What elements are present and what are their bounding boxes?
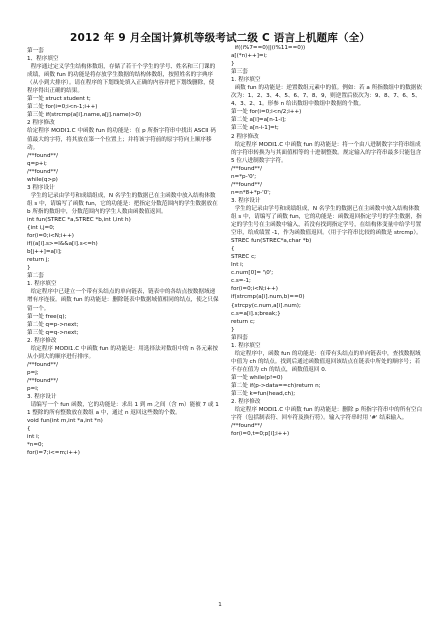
text-line: a[(*n)++]=i; xyxy=(231,53,267,60)
text-line: 2 程序修改 xyxy=(231,133,259,140)
text-line: 3. 程序设计 xyxy=(231,197,261,204)
text-line: void fun(int m,int *a,int *n) xyxy=(27,418,103,425)
text-line: 给定程序 MODI1.C 中函数 fun 的功能是：在 p 所指字符串中找出 ASCII 码值最大的字符，将其放在第一个位置上；并将该字符前的原字符向上顺序移动。 xyxy=(27,128,216,151)
text-line: 1. 程序填空 xyxy=(27,281,57,288)
page-number: 1 xyxy=(218,602,222,608)
text-line: 3 程序设计 xyxy=(27,184,55,191)
text-line: 第二处 q=p->next; xyxy=(27,321,79,328)
text-line: {strcpy(c.num,a[i].num); xyxy=(231,302,301,309)
text-line: 函数 fun 的功能是：逆置数组元素中的值。例如：若 a 所指数组中的数据依次为：1、2、3、4、5、6、7、8、9，则逆置后依次为：9、8、7、6、5、4、3、2、1。形参 n 给出数组中数组中数据的个数。 xyxy=(231,85,422,108)
text-line: 1. 程序填空 xyxy=(231,342,261,349)
text-line: 2. 程序修改 xyxy=(231,399,261,406)
text-line: Int i; xyxy=(231,262,244,269)
text-line: 第三处 if(strcmp(a[i].name,a[j].name)>0) xyxy=(27,112,142,119)
text-line: } xyxy=(231,61,235,68)
text-line: c.s=a[i].s;break;} xyxy=(231,310,281,317)
text-line: 给定程序中，函数 fun 的功能是：在带有头结点的单向链表中，查找数据域中值为 ch 的结点。找到后通过函数值返回该结点在链表中所处的顺序号；若不存在值为 ch 的结点，函数值返回 0. xyxy=(231,350,421,373)
text-line: 给定程序 MODI1.C 中函数 fun 的功能是：删除 p 所指字符串中的所有空白字符（包括制表符、回车符及换行符）。输入字符串时用 '#' 结束输入。 xyxy=(231,407,423,422)
text-line: 第一处 while(p!=0) xyxy=(231,374,283,381)
text-line: 给定程序中已建立一个带有头结点的单向链表，链表中的各结点按数据域递增有序连接。函数 fun 的功能是：删除链表中数据域值相同的结点，使之只保留一个。 xyxy=(27,289,219,312)
text-line: 第一处 free(q); xyxy=(27,313,67,320)
text-line: 第四套 xyxy=(231,334,248,341)
text-line: if((a[i].s>=l&&a[i].s<=h) xyxy=(27,241,98,248)
text-line: int i; xyxy=(27,434,40,441)
text-line: 3. 程序设计 xyxy=(27,394,57,401)
text-line: *n=0; xyxy=(27,442,44,449)
text-line: { xyxy=(27,426,31,433)
text-line: int fun(STREC *a,STREC *b,int l,int h) xyxy=(27,216,131,223)
page-title: 2012 年 9 月全国计算机等级考试二级 C 语言上机题库（全） xyxy=(69,32,371,44)
text-line: 第三处 a[n-i-1]=t; xyxy=(231,125,279,132)
text-line: 给定程序 MODI1.C 中函数 fun 的功能是：将一个由八进制数字字符串组成的字符串转换为与其面值相等的十进制整数。规定输入的字符串最多只能包含 5 位八进制数字字符。 xyxy=(231,141,423,164)
text-line: } xyxy=(27,265,31,272)
text-line: 第一处 struct student t; xyxy=(27,96,91,103)
text-line: 第二处 a[i]=a[n-1-i]; xyxy=(231,117,286,124)
text-line: 学生的记录由学号和成绩组成，N 名学生的数据已在主函数中放入结构体数组 s 中，请编写了函数 fun，它的功能是：把指定分数范围内的学生数据放在 b 所指的数组中，分数范围内的学生人数由函数值返回。 xyxy=(27,192,220,215)
text-line: /**found**/ xyxy=(231,165,262,172)
text-line: 第三处 q=q->next; xyxy=(27,329,79,336)
text-line: n=n*8+*p-'0'; xyxy=(231,189,271,196)
text-line: if((i%7==0)||(i%11==0)) xyxy=(231,45,306,51)
text-line: 2. 程序修改 xyxy=(27,337,57,344)
text-line: /**found**/ xyxy=(231,181,262,188)
text-line: 2 程序修改 xyxy=(27,120,55,127)
text-line: 第二处 for(i=0;i<n-1;i++) xyxy=(27,104,98,111)
text-line: 1、程序填空 xyxy=(27,56,59,63)
text-line: { xyxy=(231,246,235,253)
right-column xyxy=(231,44,423,610)
text-line: n=*p-'0'; xyxy=(231,173,257,180)
text-line: 第二处 if(p->data==ch)return n; xyxy=(231,382,321,389)
text-line: 第三处 k=fun(head,ch); xyxy=(231,391,296,398)
text-line: while(q>p) xyxy=(27,176,58,183)
text-line: 学生的记录由学号和成绩组成，N 名学生的数据已在主函数中放入结构体数组 s 中，请编写了函数 fun，它的功能是：函数返回指定学号的学生数据，指定的学生号在主函数中输入，若没有找到指定学号，在结构体变量中给学号置空串，给成绩置 -1，作为函数值返回。（用于字符串比较的函数是 strcmp）。 xyxy=(231,205,422,237)
text-line: STREC c; xyxy=(231,254,257,261)
text-line: /**found**/ xyxy=(231,423,262,430)
text-line: {int i,j=0; xyxy=(27,225,55,232)
text-line: 请编写一个 fun 函数，它的功能是：求出 1 到 m 之间（含 m）能被 7 或 11 整除的所有整数放在数组 a 中，通过 n 返回这些数的个数。 xyxy=(27,402,219,417)
text-line: /**found**/ xyxy=(27,377,58,384)
text-line: 第一套 xyxy=(27,48,44,54)
text-line: /**found**/ xyxy=(27,152,58,159)
text-line: /**found**/ xyxy=(27,361,58,368)
text-line: c.s=-1; xyxy=(231,278,251,285)
text-line: return j; xyxy=(27,257,50,264)
text-line: } xyxy=(231,326,235,333)
text-line: return c; xyxy=(231,318,255,325)
text-line: 第一处 for(i=0;i<n/2;i++) xyxy=(231,109,302,116)
text-line: q=p+i; xyxy=(27,160,47,167)
text-line: 给定程序 MODI1.C 中函数 fun 的功能是：用选择法对数组中的 n 各元素按从小到大的顺序进行排序。 xyxy=(27,345,219,360)
text-line: p=j; xyxy=(27,369,39,376)
left-column xyxy=(27,47,219,607)
text-line: p=i; xyxy=(27,385,39,392)
text-line: b[j++]=a[i]; xyxy=(27,249,62,256)
text-line: 第二套 xyxy=(27,273,44,280)
text-line: for(i=0,t=0;p[i];i++) xyxy=(231,431,290,438)
text-line: if(strcmp(a[i].num,b)==0) xyxy=(231,294,305,301)
text-line: STREC fun(STREC*a,char *b) xyxy=(231,238,312,245)
text-line: for(i=0;i<N;i++) xyxy=(27,233,74,240)
text-line: for(i=0;i<N;i++) xyxy=(231,286,278,293)
text-line: 第三套 xyxy=(231,69,248,76)
text-line: 程序通过定义学生结构体数组，存储了若干个学生的学号、姓名和三门课的成绩，函数 fun 的功能是将存放学生数据的结构体数组，按照姓名的字典序（从小到大排序）。请在程序的下划线处填入正确的内容并把下划线删除，使程序得出正确的结果。 xyxy=(27,64,216,95)
text-line: /**found**/ xyxy=(27,168,58,175)
text-line: c.num[0]= '\0'; xyxy=(231,270,274,277)
text-line: for(i=7;i<=m;i++) xyxy=(27,450,80,457)
text-line: 1. 程序填空 xyxy=(231,77,261,84)
